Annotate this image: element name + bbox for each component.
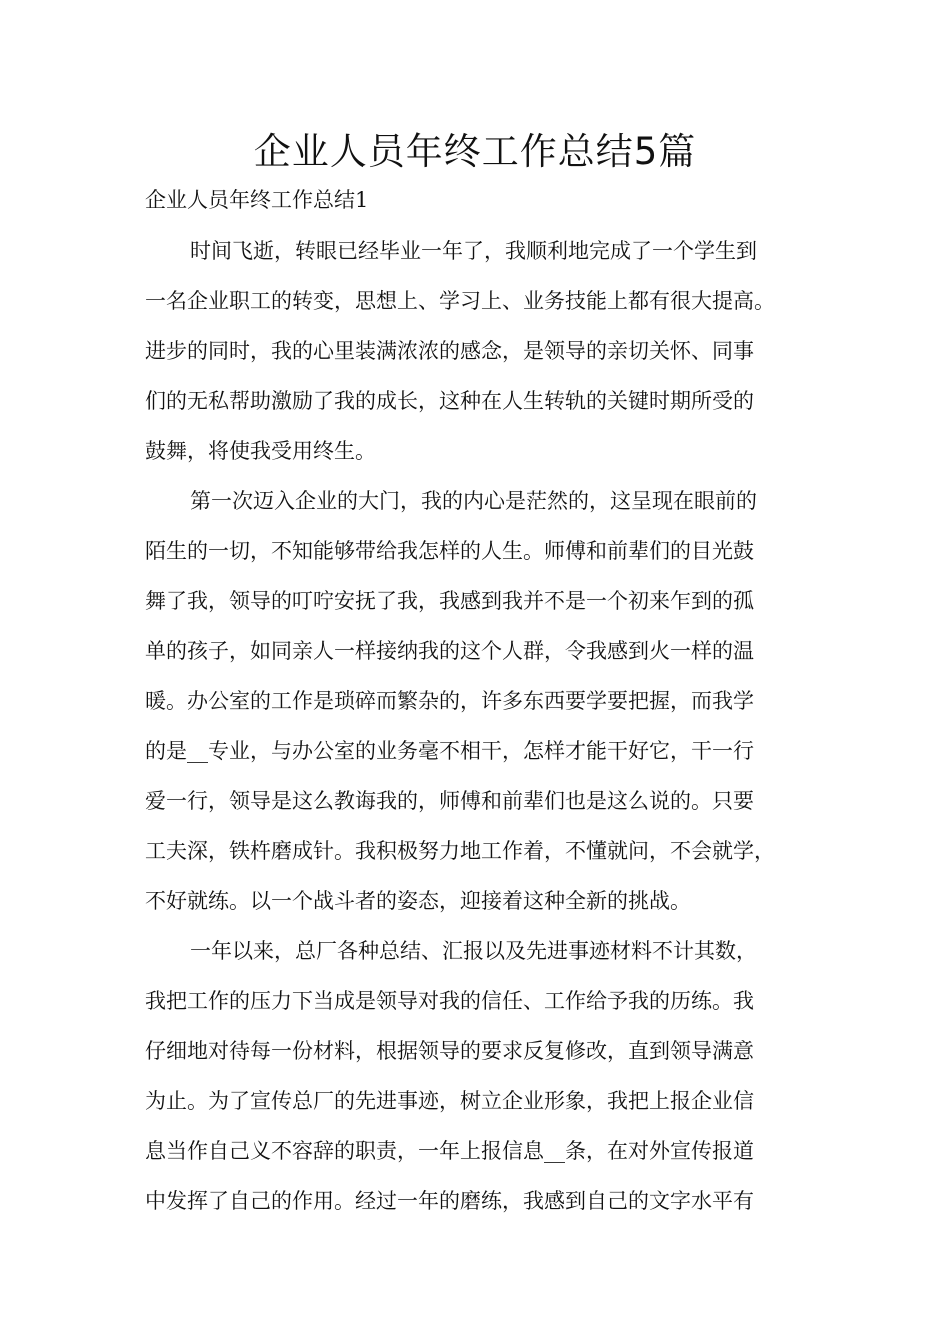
paragraph-2-line-5: 暖。办公室的工作是琐碎而繁杂的，许多东西要学要把握，而我学 <box>145 689 754 713</box>
paragraph-2-line-1: 第一次迈入企业的大门，我的内心是茫然的，这呈现在眼前的 <box>190 489 757 513</box>
paragraph-2-line-9: 不好就练。以一个战斗者的姿态，迎接着这种全新的挑战。 <box>145 889 691 913</box>
paragraph-2-line-8: 工夫深，铁杵磨成针。我积极努力地工作着，不懂就问，不会就学， <box>145 839 775 863</box>
paragraph-2-line-4: 单的孩子，如同亲人一样接纳我的这个人群，令我感到火一样的温 <box>145 639 754 663</box>
paragraph-2-line-6: 的是__专业，与办公室的业务毫不相干，怎样才能干好它，干一行 <box>145 739 754 763</box>
paragraph-1-line-2: 一名企业职工的转变，思想上、学习上、业务技能上都有很大提高。 <box>145 289 775 313</box>
paragraph-3-line-4: 为止。为了宣传总厂的先进事迹，树立企业形象，我把上报企业信 <box>145 1089 754 1113</box>
section-heading: 企业人员年终工作总结1 <box>145 188 369 212</box>
paragraph-1-line-1: 时间飞逝，转眼已经毕业一年了，我顺利地完成了一个学生到 <box>190 239 757 263</box>
paragraph-1-line-3: 进步的同时，我的心里装满浓浓的感念，是领导的亲切关怀、同事 <box>145 339 754 363</box>
paragraph-2-line-7: 爱一行，领导是这么教诲我的，师傅和前辈们也是这么说的。只要 <box>145 789 754 813</box>
paragraph-3-line-5: 息当作自己义不容辞的职责，一年上报信息__条，在对外宣传报道 <box>145 1139 754 1163</box>
paragraph-3-line-1: 一年以来，总厂各种总结、汇报以及先进事迹材料不计其数， <box>190 939 757 963</box>
paragraph-1-line-4: 们的无私帮助激励了我的成长，这种在人生转轨的关键时期所受的 <box>145 389 754 413</box>
paragraph-2-line-2: 陌生的一切，不知能够带给我怎样的人生。师傅和前辈们的目光鼓 <box>145 539 754 563</box>
document-title: 企业人员年终工作总结5篇 <box>253 130 697 173</box>
paragraph-1-line-5: 鼓舞，将使我受用终生。 <box>145 439 376 463</box>
paragraph-3-line-2: 我把工作的压力下当成是领导对我的信任、工作给予我的历练。我 <box>145 989 754 1013</box>
paragraph-3-line-3: 仔细地对待每一份材料，根据领导的要求反复修改，直到领导满意 <box>145 1039 754 1063</box>
paragraph-3-line-6: 中发挥了自己的作用。经过一年的磨练，我感到自己的文字水平有 <box>145 1189 754 1213</box>
paragraph-2-line-3: 舞了我，领导的叮咛安抚了我，我感到我并不是一个初来乍到的孤 <box>145 589 754 613</box>
